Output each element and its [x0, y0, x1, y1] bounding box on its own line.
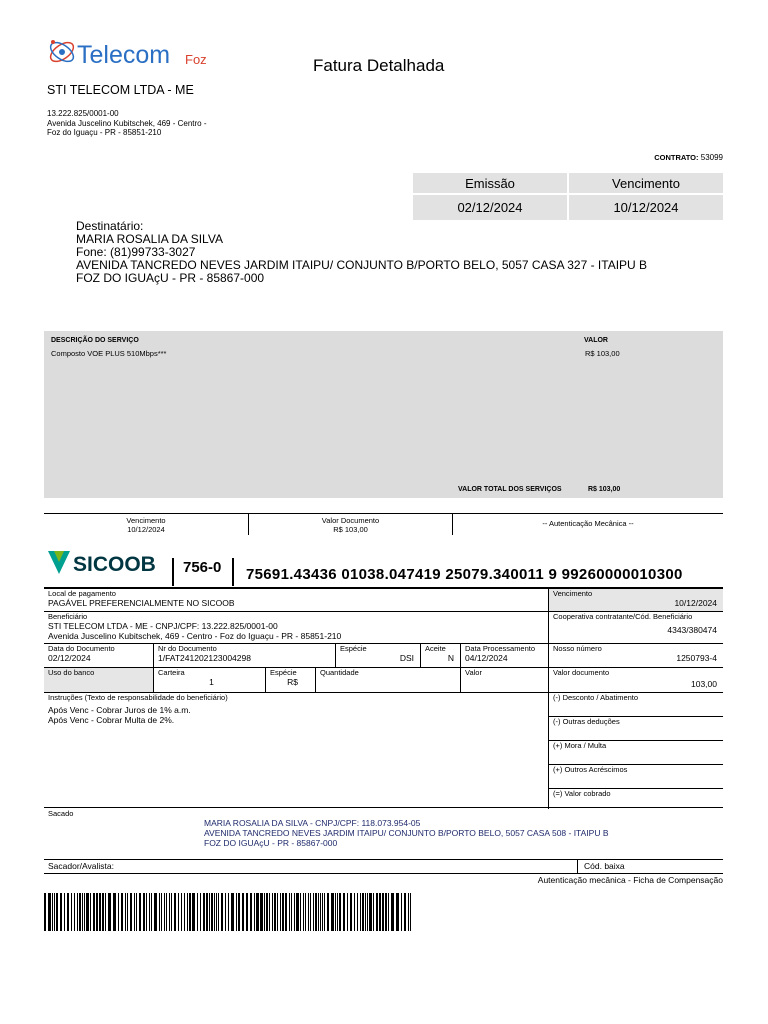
accept-label: Aceite: [425, 644, 446, 653]
barcode-bar: [331, 893, 334, 931]
barcode-bar: [320, 893, 321, 931]
species-label: Espécie: [340, 644, 367, 653]
services-box: [44, 331, 723, 498]
wallet-value: 1: [209, 677, 214, 687]
due-cell: [549, 589, 723, 612]
contract-number: 53099: [700, 153, 723, 162]
summary-doc-value: [249, 514, 453, 535]
barcode-bar: [291, 893, 292, 931]
barcode-bar: [327, 893, 329, 931]
our-number-value: 1250793-4: [676, 653, 717, 663]
barcode-bar: [209, 893, 210, 931]
summary-doc-value-amount: R$ 103,00: [333, 525, 368, 534]
barcode-bar: [373, 893, 374, 931]
additions-cell: [549, 765, 723, 789]
low-code-label: Cód. baixa: [577, 859, 625, 874]
barcode-bar: [71, 893, 72, 931]
barcode-bar: [166, 893, 167, 931]
barcode-bar: [184, 893, 185, 931]
barcode-bar: [272, 893, 273, 931]
doc-date-cell: [44, 644, 154, 668]
summary-row: [44, 513, 723, 535]
barcode-bar: [178, 893, 179, 931]
payment-slip: [44, 587, 723, 807]
barcode-bar: [280, 893, 281, 931]
barcode-bar: [296, 893, 299, 931]
process-date-cell: [461, 644, 549, 668]
barcode-bar: [294, 893, 295, 931]
barcode-bar: [218, 893, 219, 931]
payer-label: Sacado: [48, 809, 74, 818]
barcode-bar: [149, 893, 150, 931]
barcode-bar: [388, 893, 389, 931]
barcode-bar: [335, 893, 336, 931]
beneficiary-line2: Avenida Juscelino Kubitschek, 469 - Centro - Foz do Iguaçu - PR - 85851-210: [48, 631, 342, 641]
barcode-bar: [337, 893, 338, 931]
quantity-cell: [316, 668, 461, 693]
barcode-bar: [197, 893, 198, 931]
barcode-bar: [96, 893, 98, 931]
barcode-bar: [318, 893, 319, 931]
barcode-bar: [161, 893, 162, 931]
doc-number-cell: [154, 644, 336, 668]
barcode-bar: [192, 893, 195, 931]
barcode-bar: [277, 893, 278, 931]
species-value: DSI: [399, 653, 414, 663]
recipient-block: [76, 220, 647, 285]
bank-name: SICOOB: [73, 553, 156, 576]
bank-use-cell: [44, 668, 154, 693]
company-city-line: Foz do Iguaçu - PR - 85851-210: [47, 128, 162, 137]
currency-label: Espécie: [270, 668, 297, 677]
barcode-bar: [154, 893, 157, 931]
payment-place-value: PAGÁVEL PREFERENCIALMENTE NO SICOOB: [48, 598, 235, 608]
beneficiary-cell: [44, 612, 549, 644]
bank-code: 756-0: [172, 558, 234, 586]
barcode-bar: [200, 893, 201, 931]
deductions-label: (-) Outras deduções: [553, 717, 620, 726]
barcode-bar: [187, 893, 188, 931]
emission-box: [413, 173, 567, 220]
barcode-bar: [48, 893, 51, 931]
recipient-address-line1: AVENIDA TANCREDO NEVES JARDIM ITAIPU/ CONJUNTO B/PORTO BELO, 5057 CASA 327 - ITAIPU B: [76, 258, 648, 272]
beneficiary-label: Beneficiário: [48, 612, 88, 621]
barcode-bar: [365, 893, 366, 931]
charged-label: (=) Valor cobrado: [553, 789, 611, 798]
barcode-bar: [367, 893, 368, 931]
barcode-bar: [189, 893, 191, 931]
barcode-bar: [391, 893, 394, 931]
doc-value-amount: 103,00: [691, 679, 717, 689]
barcode-bar: [108, 893, 111, 931]
barcode-bar: [146, 893, 147, 931]
digitable-line: 75691.43436 01038.047419 25079.340011 9 99260000010300: [246, 566, 683, 583]
barcode-bar: [408, 893, 409, 931]
barcode-bar: [203, 893, 205, 931]
summary-due-value: 10/12/2024: [127, 525, 165, 534]
payer-name: MARIA ROSALIA DA SILVA - CNPJ/CPF: 118.073.954-05: [204, 818, 421, 828]
barcode-bar: [289, 893, 290, 931]
bank-use-label: Uso do banco: [48, 668, 95, 677]
barcode-bar: [56, 893, 58, 931]
barcode-bar: [282, 893, 284, 931]
payer-block: [44, 807, 723, 874]
process-date-value: 04/12/2024: [465, 653, 508, 663]
barcode-bar: [343, 893, 345, 931]
charged-cell: [549, 789, 723, 809]
our-number-label: Nosso número: [553, 644, 602, 653]
barcode-bar: [136, 893, 137, 931]
barcode-bar: [324, 893, 325, 931]
barcode-bar: [256, 893, 259, 931]
barcode-bar: [404, 893, 406, 931]
barcode-bar: [127, 893, 128, 931]
barcode-bar: [52, 893, 53, 931]
barcode-bar: [260, 893, 263, 931]
service-desc-header: DESCRIÇÃO DO SERVIÇO: [51, 337, 139, 344]
instructions-label: Instruções (Texto de responsabilidade do beneficiário): [48, 693, 228, 702]
service-item-desc: Composto VOE PLUS 510Mbps***: [51, 349, 167, 358]
barcode-bar: [382, 893, 384, 931]
barcode-bar: [269, 893, 270, 931]
barcode-bar: [93, 893, 95, 931]
barcode-bar: [130, 893, 132, 931]
barcode-bar: [174, 893, 176, 931]
barcode-bar: [313, 893, 314, 931]
slip-due-value: 10/12/2024: [674, 598, 717, 608]
logo-suffix: Foz: [185, 52, 207, 67]
barcode-bar: [99, 893, 101, 931]
company-cnpj: 13.222.825/0001-00: [47, 109, 119, 118]
company-info: [47, 109, 207, 138]
due-label: Vencimento: [569, 173, 723, 195]
barcode-bar: [164, 893, 165, 931]
logo-text: Telecom: [77, 41, 171, 69]
value-cell: [461, 668, 549, 693]
barcode-bar: [396, 893, 399, 931]
species-cell: [336, 644, 421, 668]
sicoob-logo: [48, 548, 160, 578]
currency-cell: [266, 668, 316, 693]
value-label: Valor: [465, 668, 482, 677]
barcode-bar: [354, 893, 355, 931]
barcode-bar: [300, 893, 301, 931]
barcode-bar: [303, 893, 304, 931]
doc-number-value: 1/FAT241202123004298: [158, 653, 251, 663]
barcode-bar: [102, 893, 104, 931]
recipient-name: MARIA ROSALIA DA SILVA: [76, 232, 223, 246]
due-value: 10/12/2024: [613, 200, 679, 215]
contract-info: [654, 153, 723, 162]
barcode-bar: [113, 893, 116, 931]
beneficiary-line1: STI TELECOM LTDA - ME - CNPJ/CPF: 13.222.825/0001-00: [48, 621, 278, 631]
barcode-bar: [143, 893, 145, 931]
barcode-bar: [77, 893, 78, 931]
discount-cell: [549, 693, 723, 717]
barcode-bar: [79, 893, 81, 931]
barcode-bar: [308, 893, 309, 931]
barcode-bar: [125, 893, 126, 931]
barcode-bar: [347, 893, 348, 931]
summary-due-label: Vencimento: [126, 516, 166, 525]
barcode-bar: [159, 893, 160, 931]
barcode-bar: [315, 893, 317, 931]
summary-auth: -- Autenticação Mecânica --: [542, 519, 634, 528]
barcode-bar: [379, 893, 381, 931]
agency-value: 4343/380474: [667, 625, 717, 635]
barcode-bar: [410, 893, 411, 931]
barcode: [44, 893, 414, 931]
barcode-bar: [105, 893, 106, 931]
accept-value: N: [447, 653, 454, 663]
recipient-address-line2: FOZ DO IGUAçU - PR - 85867-000: [76, 271, 265, 285]
currency-value: R$: [287, 677, 298, 687]
barcode-bar: [238, 893, 240, 931]
barcode-bar: [305, 893, 306, 931]
instruction-fine: Após Venc - Cobrar Multa de 2%.: [48, 715, 175, 725]
wallet-label: Carteira: [158, 668, 185, 677]
barcode-bar: [60, 893, 62, 931]
barcode-bar: [216, 893, 217, 931]
our-number-cell: [549, 644, 723, 668]
company-name: STI TELECOM LTDA - ME: [47, 83, 194, 97]
barcode-bar: [151, 893, 152, 931]
doc-value-label: Valor documento: [553, 668, 610, 677]
barcode-bar: [228, 893, 229, 931]
barcode-bar: [84, 893, 85, 931]
slip-due-label: Vencimento: [553, 589, 593, 598]
barcode-bar: [67, 893, 69, 931]
payment-place-cell: [44, 589, 549, 612]
payer-address: AVENIDA TANCREDO NEVES JARDIM ITAIPU/ CONJUNTO B/PORTO BELO, 5057 CASA 508 - ITAIPU B: [204, 828, 609, 838]
barcode-bar: [118, 893, 119, 931]
barcode-bar: [82, 893, 83, 931]
telecom-logo: [44, 34, 214, 84]
discount-label: (-) Desconto / Abatimento: [553, 693, 639, 702]
barcode-bar: [350, 893, 352, 931]
barcode-bar: [86, 893, 89, 931]
doc-value-cell: [549, 668, 723, 693]
instruction-interest: Após Venc - Cobrar Juros de 1% a.m.: [48, 705, 191, 715]
barcode-bar: [357, 893, 358, 931]
barcode-bar: [274, 893, 276, 931]
payer-details: [204, 818, 609, 848]
barcode-bar: [169, 893, 170, 931]
barcode-bar: [225, 893, 226, 931]
company-address-line: Avenida Juscelino Kubitschek, 469 - Centro -: [47, 118, 207, 128]
additions-label: (+) Outros Acréscimos: [553, 765, 628, 774]
barcode-bar: [206, 893, 208, 931]
summary-doc-value-label: Valor Documento: [321, 516, 380, 525]
barcode-bar: [231, 893, 234, 931]
barcode-bar: [362, 893, 364, 931]
contract-label: CONTRATO:: [654, 153, 699, 162]
services-total-value: R$ 103,00: [588, 486, 621, 493]
quantity-label: Quantidade: [320, 668, 359, 677]
barcode-bar: [401, 893, 402, 931]
barcode-bar: [369, 893, 372, 931]
barcode-bar: [214, 893, 215, 931]
penalty-label: (+) Mora / Multa: [553, 741, 607, 750]
barcode-bar: [134, 893, 135, 931]
barcode-bar: [266, 893, 268, 931]
barcode-bar: [254, 893, 255, 931]
barcode-bar: [121, 893, 123, 931]
emission-label: Emissão: [413, 173, 567, 195]
barcode-bar: [54, 893, 55, 931]
guarantor-label: Sacador/Avalista:: [48, 861, 114, 871]
recipient-label: Destinatário:: [76, 219, 144, 233]
instructions-cell: [44, 693, 549, 809]
barcode-bar: [376, 893, 378, 931]
agency-label: Cooperativa contratante/Cód. Beneficiário: [553, 612, 693, 621]
summary-due: [44, 514, 249, 535]
barcode-bar: [139, 893, 141, 931]
barcode-bar: [236, 893, 237, 931]
barcode-bar: [64, 893, 65, 931]
barcode-bar: [181, 893, 182, 931]
barcode-bar: [339, 893, 341, 931]
penalty-cell: [549, 741, 723, 765]
barcode-bar: [44, 893, 46, 931]
barcode-bar: [322, 893, 323, 931]
accept-cell: [421, 644, 461, 668]
barcode-bar: [385, 893, 387, 931]
invoice-dates: [413, 173, 723, 220]
barcode-bar: [246, 893, 248, 931]
recipient-phone: Fone: (81)99733-3027: [76, 245, 196, 259]
agency-cell: [549, 612, 723, 644]
compensation-footer: Autenticação mecânica - Ficha de Compensação: [537, 875, 723, 885]
barcode-bar: [310, 893, 311, 931]
barcode-bar: [285, 893, 287, 931]
payer-city: FOZ DO IGUAçU - PR - 85867-000: [204, 838, 338, 848]
barcode-bar: [360, 893, 361, 931]
doc-number-label: Nr do Documento: [158, 644, 217, 653]
barcode-bar: [242, 893, 244, 931]
wallet-cell: [154, 668, 266, 693]
page-title: Fatura Detalhada: [313, 56, 445, 75]
barcode-bar: [211, 893, 213, 931]
barcode-bar: [250, 893, 252, 931]
doc-date-value: 02/12/2024: [48, 653, 91, 663]
deductions-cell: [549, 717, 723, 741]
services-total-label: VALOR TOTAL DOS SERVIÇOS: [458, 486, 562, 493]
process-date-label: Data Processamento: [465, 644, 536, 653]
barcode-bar: [264, 893, 265, 931]
service-item-value: R$ 103,00: [585, 349, 620, 358]
barcode-bar: [171, 893, 172, 931]
emission-value: 02/12/2024: [457, 200, 523, 215]
service-value-header: VALOR: [584, 337, 608, 344]
barcode-bar: [74, 893, 75, 931]
doc-date-label: Data do Documento: [48, 644, 115, 653]
payment-place-label: Local de pagamento: [48, 589, 116, 598]
barcode-bar: [90, 893, 91, 931]
barcode-bar: [221, 893, 223, 931]
due-box: [569, 173, 723, 220]
